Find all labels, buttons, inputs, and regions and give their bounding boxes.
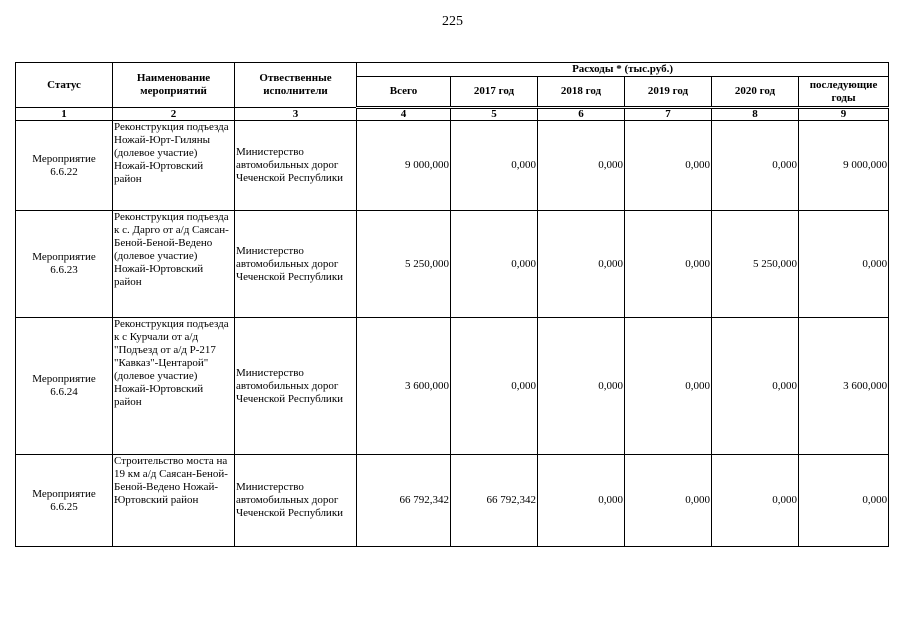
header-2018: 2018 год: [538, 77, 625, 108]
y2020-cell: 0,000: [712, 121, 799, 211]
expenses-table: [15, 62, 889, 547]
header-2017: 2017 год: [451, 77, 538, 108]
y2017-cell: 66 792,342: [451, 455, 538, 547]
y2020-cell: 0,000: [712, 318, 799, 455]
header-2020: 2020 год: [712, 77, 799, 108]
column-number: 9: [799, 108, 889, 121]
y2020-cell: 0,000: [712, 455, 799, 547]
header-subsequent: последующие годы: [799, 77, 889, 108]
header-responsible: Отвественные исполнители: [235, 63, 357, 108]
total-cell: 3 600,000: [357, 318, 451, 455]
name-cell: Строительство моста на 19 км а/д Саясан-Беной-Беной-Ведено Ножай-Юртовский район: [113, 455, 235, 547]
column-number: 7: [625, 108, 712, 121]
name-cell: Реконструкция подъезда Ножай-Юрт-Гиляны (долевое участие) Ножай-Юртовский район: [113, 121, 235, 211]
y2017-cell: 0,000: [451, 318, 538, 455]
status-cell: Мероприятие 6.6.25: [16, 455, 113, 547]
total-cell: 5 250,000: [357, 211, 451, 318]
y2018-cell: 0,000: [538, 318, 625, 455]
y2019-cell: 0,000: [625, 455, 712, 547]
table-row: [16, 318, 889, 455]
responsible-cell: Министерство автомобильных дорог Чеченской Республики: [235, 211, 357, 318]
subsequent-cell: 9 000,000: [799, 121, 889, 211]
table-row: [16, 121, 889, 211]
status-cell: Мероприятие 6.6.24: [16, 318, 113, 455]
name-cell: Реконструкция подъезда к с. Дарго от а/д Саясан-Беной-Беной-Ведено (долевое участие) Ножай-Юртовский район: [113, 211, 235, 318]
y2019-cell: 0,000: [625, 318, 712, 455]
column-numbers-row: [16, 108, 889, 121]
subsequent-cell: 3 600,000: [799, 318, 889, 455]
header-2019: 2019 год: [625, 77, 712, 108]
header-status: Статус: [16, 63, 113, 108]
header-name: Наименование мероприятий: [113, 63, 235, 108]
name-cell: Реконструкция подъезда к с Курчали от а/д "Подъезд от а/д Р-217 "Кавказ"-Центарой" (долевое участие) Ножай-Юртовский район: [113, 318, 235, 455]
subsequent-cell: 0,000: [799, 455, 889, 547]
column-number: 2: [113, 108, 235, 121]
y2019-cell: 0,000: [625, 121, 712, 211]
y2018-cell: 0,000: [538, 121, 625, 211]
total-cell: 9 000,000: [357, 121, 451, 211]
y2018-cell: 0,000: [538, 455, 625, 547]
y2017-cell: 0,000: [451, 121, 538, 211]
responsible-cell: Министерство автомобильных дорог Чеченской Республики: [235, 455, 357, 547]
table-row: [16, 211, 889, 318]
status-cell: Мероприятие 6.6.22: [16, 121, 113, 211]
header-total: Всего: [357, 77, 451, 108]
column-number: 4: [357, 108, 451, 121]
column-number: 1: [16, 108, 113, 121]
y2017-cell: 0,000: [451, 211, 538, 318]
y2019-cell: 0,000: [625, 211, 712, 318]
responsible-cell: Министерство автомобильных дорог Чеченской Республики: [235, 121, 357, 211]
responsible-cell: Министерство автомобильных дорог Чеченской Республики: [235, 318, 357, 455]
table-row: [16, 455, 889, 547]
y2018-cell: 0,000: [538, 211, 625, 318]
total-cell: 66 792,342: [357, 455, 451, 547]
column-number: 6: [538, 108, 625, 121]
column-number: 3: [235, 108, 357, 121]
column-number: 8: [712, 108, 799, 121]
y2020-cell: 5 250,000: [712, 211, 799, 318]
status-cell: Мероприятие 6.6.23: [16, 211, 113, 318]
subsequent-cell: 0,000: [799, 211, 889, 318]
header-expenses: Расходы * (тыс.руб.): [357, 63, 889, 77]
column-number: 5: [451, 108, 538, 121]
page-number: 225: [442, 14, 463, 29]
